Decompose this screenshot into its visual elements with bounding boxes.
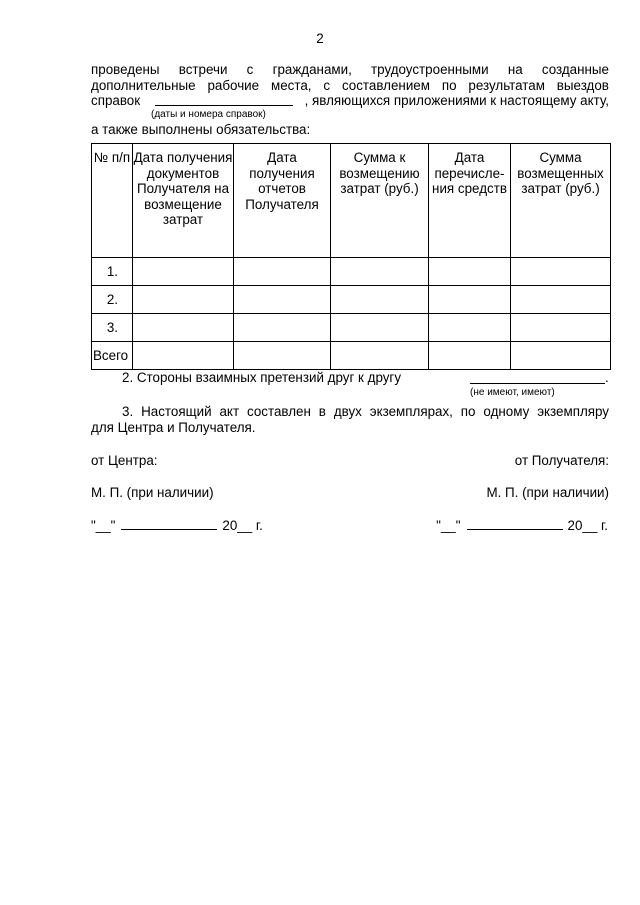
- word: с: [246, 62, 254, 77]
- table-cell: [429, 258, 511, 286]
- header-reimbursed-sum: Сумма возмещенных затрат (руб.): [511, 144, 611, 258]
- word: результатам: [468, 77, 545, 93]
- paragraph-2: 2. Стороны взаимных претензий друг к другу: [122, 370, 402, 385]
- seal-row: [91, 485, 609, 501]
- seal-right: М. П. (при наличии): [486, 485, 609, 500]
- word: места,: [270, 77, 312, 93]
- date-row: [91, 517, 609, 534]
- table-cell: [331, 286, 429, 314]
- paragraph-1: [91, 62, 609, 109]
- table-cell: [234, 314, 331, 342]
- word: рабочие: [207, 77, 260, 93]
- word: составлением: [341, 77, 430, 93]
- table-cell: [331, 258, 429, 286]
- seal-left: М. П. (при наличии): [91, 485, 214, 500]
- word: с: [323, 77, 331, 93]
- page-number: 2: [316, 31, 324, 46]
- paragraph-1-line-1: [91, 62, 609, 78]
- table-cell: [133, 286, 234, 314]
- date-right-year: 20__ г.: [567, 518, 608, 533]
- paragraph-3-line-1: [91, 404, 609, 420]
- recipient-label: от Получателя:: [514, 453, 609, 468]
- claims-end: .: [605, 370, 609, 385]
- paragraph-1-line-3: [91, 93, 609, 109]
- hint-claims: (не имеют, имеют): [470, 387, 555, 398]
- dates-blank: [155, 93, 293, 106]
- word: на: [507, 62, 523, 77]
- word: проведены: [91, 62, 160, 77]
- table-row: [92, 258, 611, 286]
- row-number: 2.: [92, 286, 133, 314]
- date-right: [436, 517, 608, 534]
- table-cell: [234, 342, 331, 370]
- row-number: 1.: [92, 258, 133, 286]
- table-cell: [133, 342, 234, 370]
- date-left-year: 20__ г.: [222, 518, 263, 533]
- word: по: [441, 77, 457, 93]
- table-header-row: [92, 144, 611, 258]
- parties-row: [91, 453, 609, 469]
- table-cell: [429, 314, 511, 342]
- paragraph-1-line-4: а также выполнены обязательства:: [91, 122, 311, 137]
- table-cell: [234, 286, 331, 314]
- table-total-row: [92, 342, 611, 370]
- paragraph-3-line-2: для Центра и Получателя.: [91, 419, 256, 435]
- paragraph-1-line-2: [91, 78, 609, 94]
- table-cell: [511, 258, 611, 286]
- table-cell: [429, 286, 511, 314]
- center-label: от Центра:: [91, 453, 158, 468]
- date-left-day: "__": [91, 518, 116, 533]
- word: выездов: [556, 77, 609, 93]
- header-docs-date: Дата получения документов Получателя на возмещение затрат: [133, 144, 234, 258]
- hint-dates: (даты и номера справок): [151, 109, 266, 120]
- word: трудоустроенными: [371, 62, 489, 77]
- table-cell: [511, 286, 611, 314]
- total-label: Всего: [92, 342, 133, 370]
- header-sum-to-reimburse: Сумма к возмещению затрат (руб.): [331, 144, 429, 258]
- table-cell: [331, 314, 429, 342]
- table-cell: [133, 258, 234, 286]
- header-number: № п/п: [92, 144, 133, 258]
- table-cell: [234, 258, 331, 286]
- header-transfer-date: Дата перечисле-ния средств: [429, 144, 511, 258]
- date-right-day: "__": [436, 518, 461, 533]
- table-cell: [511, 314, 611, 342]
- header-reports-date: Дата получения отчетов Получателя: [234, 144, 331, 258]
- table-cell: [133, 314, 234, 342]
- word: гражданами,: [272, 62, 352, 77]
- paragraph-3-text-1: 3. Настоящий акт составлен в двух экземплярах, по одному экземпляру: [122, 404, 609, 419]
- table-cell: [511, 342, 611, 370]
- word: созданные: [541, 62, 609, 77]
- date-left: [91, 517, 263, 534]
- paragraph-3: [91, 404, 609, 435]
- line3-prefix: справок: [91, 93, 141, 108]
- table-cell: [429, 342, 511, 370]
- table-row: [92, 286, 611, 314]
- date-right-month-blank: [467, 517, 563, 530]
- table-row: [92, 314, 611, 342]
- line3-suffix: , являющихся приложениями к настоящему акту,: [304, 93, 609, 108]
- word: встречи: [178, 62, 228, 77]
- word: дополнительные: [91, 77, 196, 93]
- table-cell: [331, 342, 429, 370]
- row-number: 3.: [92, 314, 133, 342]
- costs-table: [91, 143, 611, 370]
- date-left-month-blank: [121, 517, 217, 530]
- claims-blank: [470, 383, 605, 384]
